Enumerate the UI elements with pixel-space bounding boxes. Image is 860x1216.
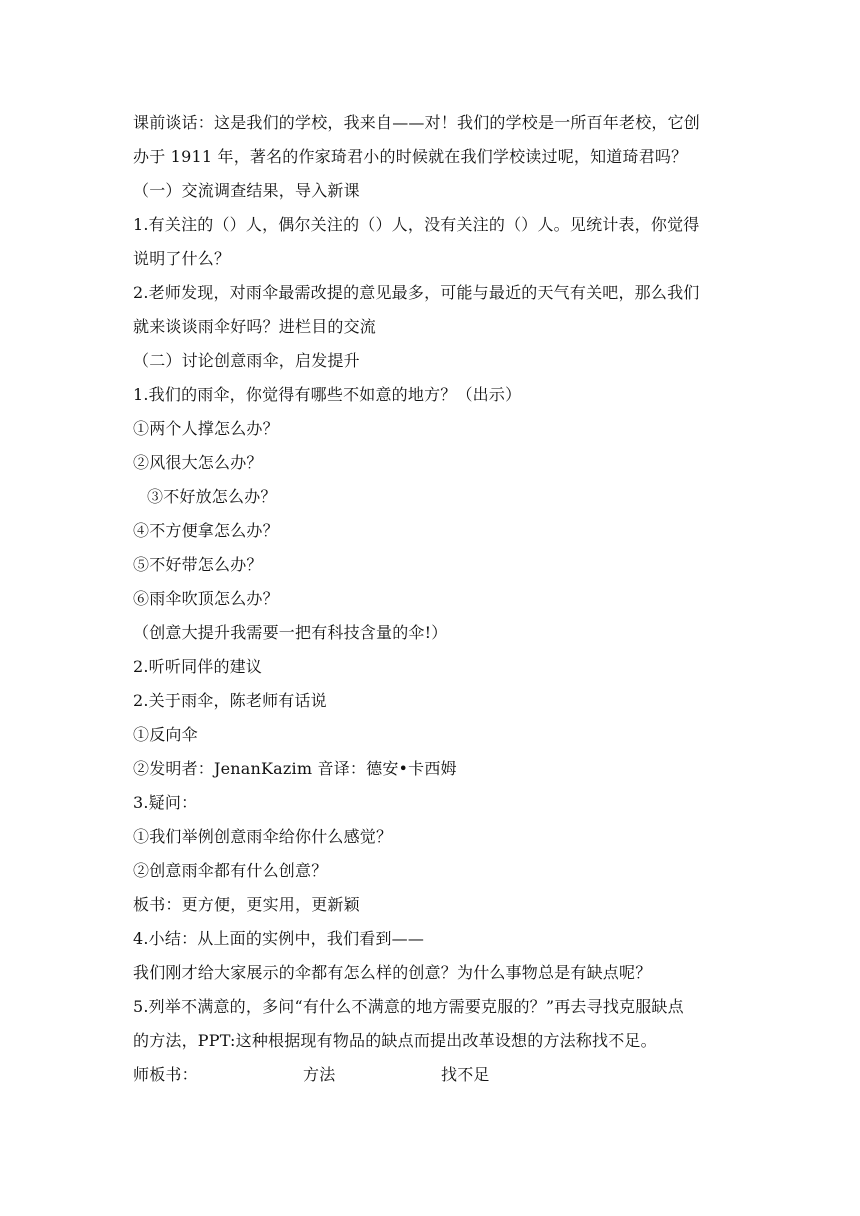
list-item: ②发明者：JenanKazim 音译：德安•卡西姆 bbox=[133, 759, 457, 778]
board-label: 师板书： bbox=[133, 1065, 198, 1084]
section-heading: （二）讨论创意雨伞，启发提升 bbox=[133, 351, 360, 370]
section-heading: （一）交流调查结果，导入新课 bbox=[133, 181, 360, 200]
board-lack: 找不足 bbox=[441, 1065, 490, 1084]
text-line: 的方法，PPT:这种根据现有物品的缺点而提出改革设想的方法称找不足。 bbox=[133, 1031, 657, 1050]
text-line: 1.我们的雨伞，你觉得有哪些不如意的地方？（出示） bbox=[133, 385, 522, 404]
text-line: 1.有关注的（）人，偶尔关注的（）人，没有关注的（）人。见统计表，你觉得 bbox=[133, 215, 700, 234]
list-item: ③不好放怎么办？ bbox=[147, 487, 277, 506]
text-line: 2.关于雨伞，陈老师有话说 bbox=[133, 691, 327, 710]
text-line: 2.老师发现，对雨伞最需改提的意见最多，可能与最近的天气有关吧，那么我们 bbox=[133, 283, 700, 302]
list-item: ①我们举例创意雨伞给你什么感觉？ bbox=[133, 827, 393, 846]
list-item: ⑤不好带怎么办？ bbox=[133, 555, 263, 574]
text-line: 3.疑问： bbox=[133, 793, 198, 812]
list-item: ②创意雨伞都有什么创意？ bbox=[133, 861, 328, 880]
list-item: ①反向伞 bbox=[133, 725, 198, 744]
text-line: 2.听听同伴的建议 bbox=[133, 657, 263, 676]
document-body bbox=[133, 106, 733, 1092]
text-line: 课前谈话：这是我们的学校，我来自——对！我们的学校是一所百年老校，它创 bbox=[133, 113, 701, 132]
list-item: ⑥雨伞吹顶怎么办？ bbox=[133, 589, 279, 608]
list-item: ①两个人撑怎么办？ bbox=[133, 419, 279, 438]
text-line: （创意大提升我需要一把有科技含量的伞!） bbox=[133, 623, 448, 642]
text-line: 说明了什么？ bbox=[133, 249, 231, 268]
text-line: 5.列举不满意的，多问“有什么不满意的地方需要克服的？”再去寻找克服缺点 bbox=[133, 997, 684, 1016]
text-line: 4.小结：从上面的实例中，我们看到—— bbox=[133, 929, 425, 948]
text-line: 办于 1911 年，著名的作家琦君小的时候就在我们学校读过呢，知道琦君吗？ bbox=[133, 147, 688, 166]
board-method: 方法 bbox=[303, 1065, 336, 1084]
board-line bbox=[133, 1058, 733, 1092]
text-line: 板书：更方便，更实用，更新颖 bbox=[133, 895, 360, 914]
list-item: ②风很大怎么办？ bbox=[133, 453, 263, 472]
list-item: ④不方便拿怎么办？ bbox=[133, 521, 279, 540]
text-line: 我们刚才给大家展示的伞都有怎么样的创意？为什么事物总是有缺点呢？ bbox=[133, 963, 652, 982]
text-line: 就来谈谈雨伞好吗？进栏目的交流 bbox=[133, 317, 377, 336]
